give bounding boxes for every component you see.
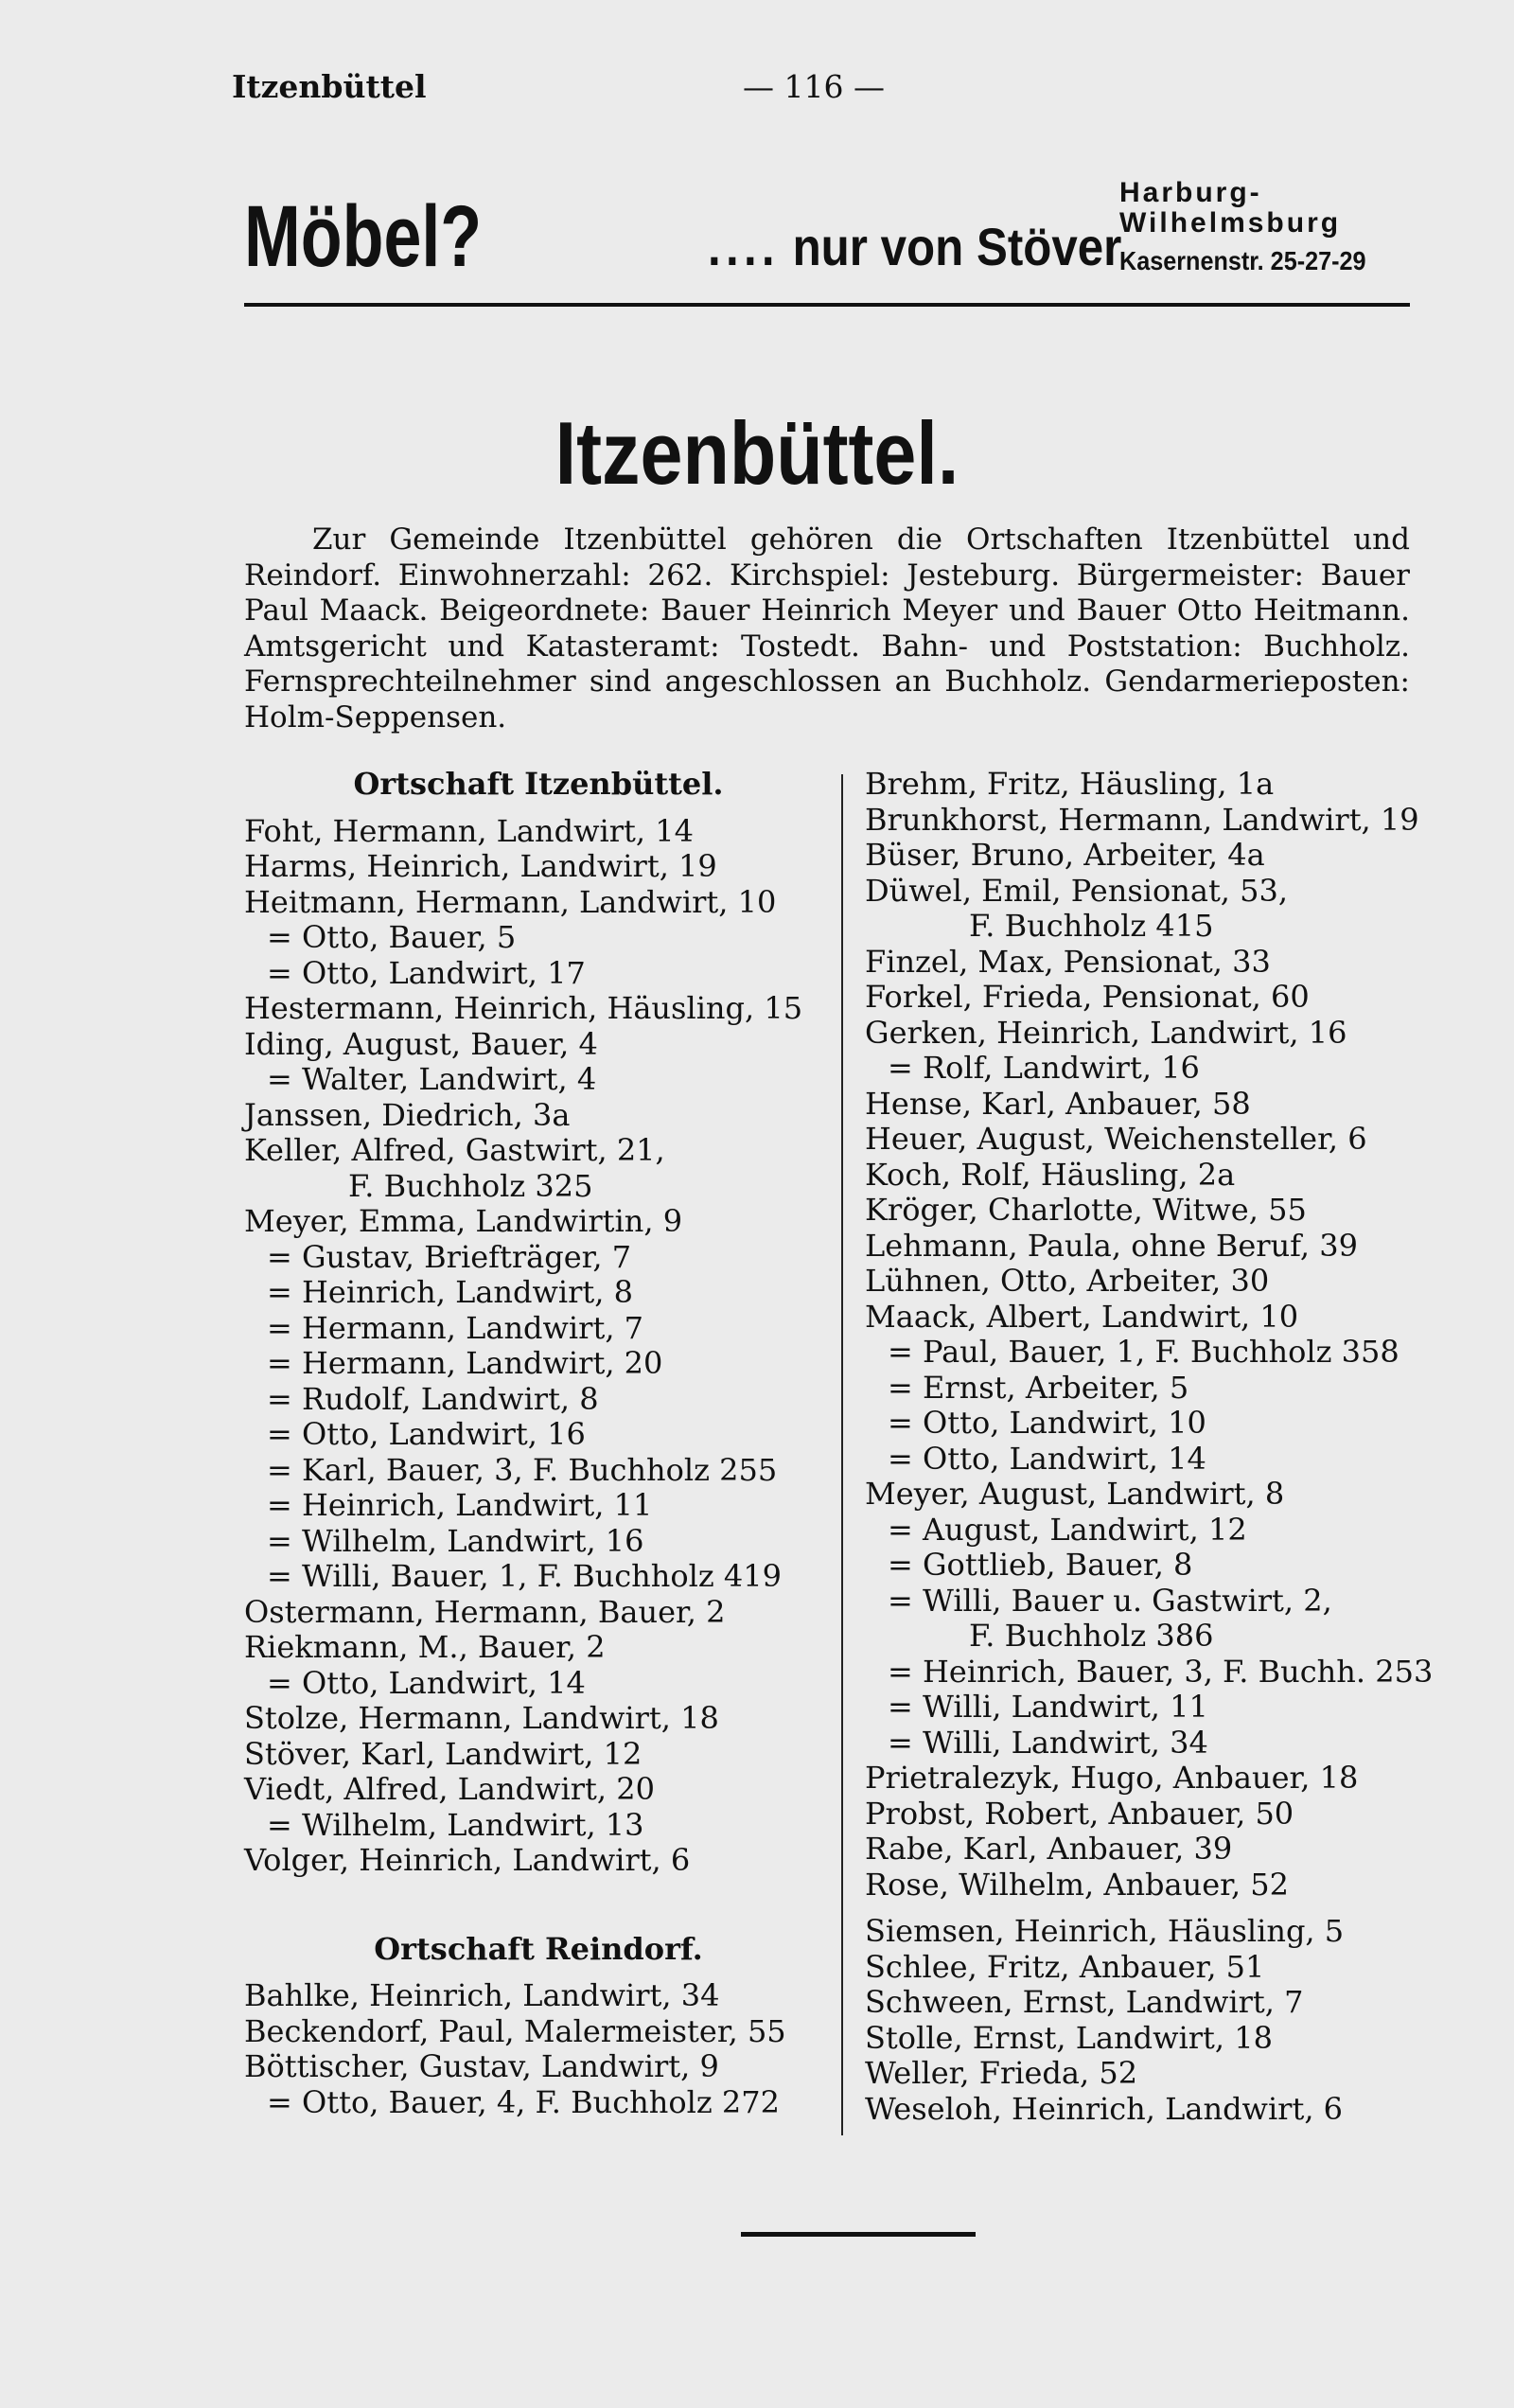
list-item: Riekmann, M., Bauer, 2: [244, 1629, 606, 1665]
ad-tagline: nur von Stöver: [792, 217, 1122, 276]
running-head: [232, 68, 1405, 115]
list-item: = Otto, Landwirt, 14: [267, 1664, 586, 1701]
list-item: = Gustav, Briefträger, 7: [267, 1238, 632, 1275]
list-item: Weseloh, Heinrich, Landwirt, 6: [865, 2090, 1344, 2127]
right-column: [865, 767, 1442, 2127]
list-item: Bahlke, Heinrich, Landwirt, 34: [244, 1977, 720, 2013]
list-item: Gerken, Heinrich, Landwirt, 16: [865, 1014, 1347, 1051]
list-item: = Willi, Landwirt, 34: [888, 1724, 1208, 1761]
list-item: Janssen, Diedrich, 3a: [244, 1096, 571, 1133]
ad-tagline-group: [708, 216, 1121, 277]
list-item: Prietralezyk, Hugo, Anbauer, 18: [865, 1760, 1359, 1796]
list-item: = Otto, Bauer, 4, F. Buchholz 272: [267, 2083, 780, 2120]
list-item: Meyer, Emma, Landwirtin, 9: [244, 1203, 683, 1239]
list-item: = Ernst, Arbeiter, 5: [888, 1369, 1189, 1406]
list-item: = Willi, Bauer u. Gastwirt, 2,: [888, 1582, 1332, 1619]
list-item: Siemsen, Heinrich, Häusling, 5: [865, 1913, 1345, 1949]
list-item: Brunkhorst, Hermann, Landwirt, 19: [865, 801, 1419, 838]
list-item: = Hermann, Landwirt, 7: [267, 1309, 644, 1346]
list-item: F. Buchholz 325: [348, 1167, 593, 1204]
list-item: = Paul, Bauer, 1, F. Buchholz 358: [888, 1334, 1400, 1370]
list-item: = Hermann, Landwirt, 20: [267, 1345, 663, 1381]
list-item: Hestermann, Heinrich, Häusling, 15: [244, 990, 803, 1026]
list-item: Lühnen, Otto, Arbeiter, 30: [865, 1263, 1270, 1299]
list-item: Probst, Robert, Anbauer, 50: [865, 1795, 1294, 1832]
list-item: Schlee, Fritz, Anbauer, 51: [865, 1948, 1265, 1985]
list-item: Rabe, Karl, Anbauer, 39: [865, 1831, 1233, 1867]
list-item: Harms, Heinrich, Landwirt, 19: [244, 848, 717, 884]
ad-address-line3: Kasernenstr. 25-27-29: [1119, 246, 1366, 275]
section-spacer: [244, 1879, 833, 1932]
list-item: Weller, Frieda, 52: [865, 2055, 1138, 2091]
list-item: Viedt, Alfred, Landwirt, 20: [244, 1771, 655, 1807]
list-item: = Wilhelm, Landwirt, 13: [267, 1806, 644, 1843]
ad-headline: Möbel?: [244, 188, 483, 285]
list-item: = Gottlieb, Bauer, 8: [888, 1547, 1193, 1583]
list-item: Düwel, Emil, Pensionat, 53,: [865, 872, 1289, 909]
list-item: = Willi, Bauer, 1, F. Buchholz 419: [267, 1558, 782, 1594]
ad-dots: ....: [708, 217, 780, 276]
list-item: Meyer, August, Landwirt, 8: [865, 1476, 1285, 1512]
list-item: = Walter, Landwirt, 4: [267, 1061, 597, 1097]
left-column: [244, 767, 833, 2120]
list-item: = Otto, Bauer, 5: [267, 919, 517, 955]
list-item: Beckendorf, Paul, Malermeister, 55: [244, 2012, 786, 2049]
section-title-reindorf: Ortschaft Reindorf.: [374, 1930, 703, 1967]
list-item: Hense, Karl, Anbauer, 58: [865, 1085, 1251, 1122]
list-item: = Heinrich, Bauer, 3, F. Buchh. 253: [888, 1653, 1434, 1690]
list-item: Volger, Heinrich, Landwirt, 6: [244, 1842, 691, 1878]
list-item: = Heinrich, Landwirt, 11: [267, 1487, 653, 1523]
list-item: Brehm, Fritz, Häusling, 1a: [865, 766, 1275, 802]
list-item: = Karl, Bauer, 3, F. Buchholz 255: [267, 1451, 778, 1488]
page-number: — 116 —: [743, 68, 885, 105]
list-item: = Rudolf, Landwirt, 8: [267, 1380, 599, 1417]
list-item: Büser, Bruno, Arbeiter, 4a: [865, 837, 1265, 873]
list-item: Heitmann, Hermann, Landwirt, 10: [244, 883, 777, 920]
list-item: = Willi, Landwirt, 11: [888, 1689, 1208, 1725]
running-head-place: Itzenbüttel: [232, 68, 427, 105]
list-item: Keller, Alfred, Gastwirt, 21,: [244, 1132, 665, 1168]
list-item: Stöver, Karl, Landwirt, 12: [244, 1735, 643, 1772]
list-item: Finzel, Max, Pensionat, 33: [865, 943, 1271, 980]
column-divider: [841, 774, 843, 2135]
list-item: Kröger, Charlotte, Witwe, 55: [865, 1192, 1307, 1228]
advertisement-banner: [244, 170, 1410, 307]
list-item: Forkel, Frieda, Pensionat, 60: [865, 979, 1310, 1015]
list-item: = Wilhelm, Landwirt, 16: [267, 1522, 644, 1559]
list-item: Schween, Ernst, Landwirt, 7: [865, 1984, 1304, 2020]
list-item: = Rolf, Landwirt, 16: [888, 1050, 1200, 1086]
list-item: = Heinrich, Landwirt, 8: [267, 1274, 633, 1310]
list-item: Böttischer, Gustav, Landwirt, 9: [244, 2048, 719, 2084]
ad-address-line2: Wilhelmsburg: [1119, 207, 1342, 239]
section-title-itzenbuettel: Ortschaft Itzenbüttel.: [353, 766, 724, 802]
list-item: F. Buchholz 386: [969, 1618, 1214, 1654]
ad-address-line1: Harburg-: [1119, 177, 1262, 208]
list-item: = Otto, Landwirt, 16: [267, 1416, 586, 1452]
ad-address: [1119, 178, 1394, 284]
section-spacer: [244, 803, 833, 814]
list-item: Ostermann, Hermann, Bauer, 2: [244, 1593, 726, 1630]
page-title: Itzenbüttel.: [555, 403, 959, 503]
list-item: Iding, August, Bauer, 4: [244, 1025, 598, 1062]
list-item: Foht, Hermann, Landwirt, 14: [244, 812, 694, 849]
intro-text: Zur Gemeinde Itzenbüttel gehören die Ortschaften Itzenbüttel und Reindorf. Einwohnerzahl: 262. Kirchspiel: Jesteburg. Bürgermeister: Bauer Paul Maack. Beigeordnete: Bauer Heinrich Meyer und Bauer Otto Heitmann. Amtsgericht und Katasteramt: Tostedt. Bahn- und Poststation: Buchholz. Fernsprechteilnehmer sind angeschlossen an Buchholz. Gendarmerieposten: Holm-Seppensen.: [244, 522, 1410, 735]
intro-paragraph: [244, 522, 1410, 735]
list-item: = Otto, Landwirt, 17: [267, 954, 586, 991]
list-item: Stolze, Hermann, Landwirt, 18: [244, 1700, 719, 1736]
list-item: F. Buchholz 415: [969, 908, 1214, 944]
list-item: Lehmann, Paula, ohne Beruf, 39: [865, 1227, 1358, 1264]
list-item: Rose, Wilhelm, Anbauer, 52: [865, 1866, 1289, 1903]
bottom-rule: [741, 2232, 976, 2237]
list-item: Koch, Rolf, Häusling, 2a: [865, 1156, 1236, 1193]
list-item: = Otto, Landwirt, 14: [888, 1440, 1206, 1477]
list-item: Maack, Albert, Landwirt, 10: [865, 1298, 1299, 1335]
list-item: Heuer, August, Weichensteller, 6: [865, 1121, 1367, 1157]
list-item: = Otto, Landwirt, 10: [888, 1405, 1206, 1441]
list-item: = August, Landwirt, 12: [888, 1511, 1247, 1548]
list-item: Stolle, Ernst, Landwirt, 18: [865, 2019, 1273, 2056]
